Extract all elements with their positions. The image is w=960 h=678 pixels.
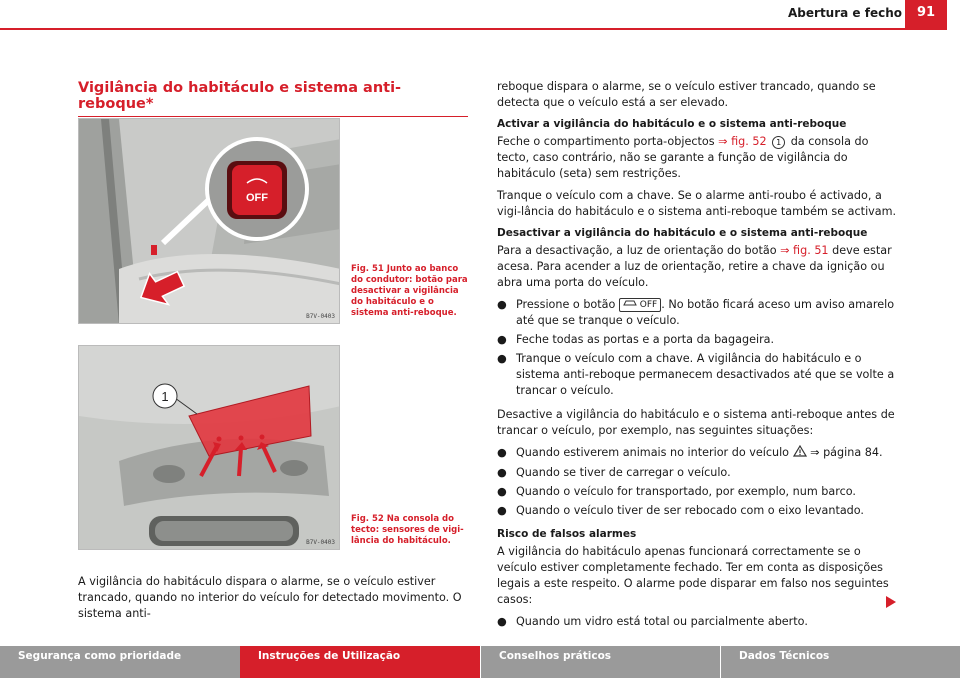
header-rule (0, 28, 912, 30)
paragraph: Desactive a vigilância do habitáculo e o sistema anti-reboque antes de trancar o veículo, por exemplo, nas seguintes situações: (497, 408, 895, 437)
figure-51-link[interactable]: ⇒ fig. 51 (780, 244, 829, 257)
bullet-icon: ● (497, 615, 507, 628)
bullet-item (497, 351, 897, 399)
text-run: Pressione o botão (516, 298, 619, 311)
paragraph: Tranque o veículo com a chave. Se o alarme anti-roubo é activado, a vigi-lância do habitáculo e o sistema anti-reboque também se activam. (497, 189, 897, 218)
text-run: Quando o veículo tiver de ser rebocado com o eixo levantado. (516, 504, 864, 517)
text-run: deve estar acesa. Para acender a luz de orientação, retire a chave da ignição ou abra uma porta do veículo. (497, 244, 892, 289)
seat-button-illustration (79, 119, 340, 324)
text-run: Quando se tiver de carregar o veículo. (516, 466, 731, 479)
car-icon (623, 299, 637, 307)
text-run: Tranque o veículo com a chave. A vigilância do habitáculo e o sistema anti-reboque permanecem desactivados até que se volte a trancar o veículo. (516, 352, 895, 397)
bullet-item (497, 332, 897, 348)
figure-51-caption: Fig. 51 Junto ao banco do condutor: botão para desactivar a vigilância do habitáculo e o sistema anti-reboque. (351, 264, 468, 318)
heading-false-alarms: Risco de falsos alarmes (497, 528, 637, 540)
paragraph (497, 243, 897, 291)
continue-arrow-icon[interactable] (886, 596, 896, 608)
text-run: Quando o veículo for transportado, por exemplo, num barco. (516, 485, 856, 498)
right-column (497, 79, 897, 633)
off-label: OFF (639, 300, 658, 310)
warning-icon (793, 445, 807, 462)
figure-code: B7V-0403 (306, 539, 335, 546)
bullet-icon: ● (497, 333, 507, 346)
bullet-item (497, 445, 897, 462)
figure-52-link[interactable]: ⇒ fig. 52 (718, 135, 767, 148)
heading-activate: Activar a vigilância do habitáculo e o sistema anti-reboque (497, 118, 847, 130)
text-run: Quando um vidro está total ou parcialmente aberto. (516, 615, 808, 628)
figure-51 (78, 118, 340, 324)
text-run: Feche todas as portas e a porta da bagageira. (516, 333, 775, 346)
tab-instrucoes[interactable]: Instruções de Utilização (240, 646, 480, 678)
bullet-item (497, 484, 897, 500)
callout-1-label: 1 (161, 389, 169, 404)
text-run: Para a desactivação, a luz de orientação do botão (497, 244, 781, 257)
page-number: 91 (905, 0, 947, 30)
roof-console-illustration (79, 346, 340, 550)
heading-deactivate: Desactivar a vigilância do habitáculo e o sistema anti-reboque (497, 227, 868, 239)
figure-52-caption: Fig. 52 Na consola do tecto: sensores de vigi-lância do habitáculo. (351, 514, 464, 546)
bullet-item (497, 297, 897, 329)
paragraph: A vigilância do habitáculo apenas funcionará correctamente se o veículo estiver completamente fechado. Ter em conta as disposições legais a este respeito. O alarme pode disparar em falso nos seguintes casos: (497, 545, 889, 606)
text-run: . No botão ficará aceso um aviso amarelo até que se tranque o veículo. (516, 298, 895, 327)
page-header-title: Abertura e fecho (788, 6, 902, 20)
bullet-icon: ● (497, 298, 507, 311)
off-button-inline (619, 298, 661, 312)
bullet-icon: ● (497, 446, 507, 459)
off-button-label: OFF (246, 192, 268, 204)
bullet-icon: ● (497, 466, 507, 479)
tab-conselhos[interactable]: Conselhos práticos (480, 646, 720, 678)
section-title: Vigilância do habitáculo e sistema anti-reboque* (78, 80, 468, 117)
text-run: Feche o compartimento porta-objectos (497, 135, 719, 148)
left-body-text: A vigilância do habitáculo dispara o alarme, se o veículo estiver trancado, quando no interior do veículo for detectado movimento. O sistema anti- (78, 575, 462, 620)
bullet-item (497, 503, 897, 519)
figure-code: B7V-0403 (306, 313, 335, 320)
page-84-link[interactable]: ⇒ página 84. (806, 446, 883, 459)
tab-seguranca[interactable]: Segurança como prioridade (0, 646, 240, 678)
bullet-icon: ● (497, 352, 507, 365)
bullet-icon: ● (497, 504, 507, 517)
bullet-item (497, 614, 897, 630)
footer-nav (0, 646, 960, 678)
paragraph (497, 134, 897, 182)
bullet-icon: ● (497, 485, 507, 498)
bullet-item (497, 465, 897, 481)
figure-52 (78, 345, 340, 550)
callout-1-ref: 1 (772, 136, 785, 149)
text-run: da consola do tecto, caso contrário, não se garante a função de vigilância do habitáculo (seta) sem restrições. (497, 135, 869, 180)
text-run: Quando estiverem animais no interior do veículo (516, 446, 793, 459)
tab-dados-tecnicos[interactable]: Dados Técnicos (720, 646, 960, 678)
paragraph: reboque dispara o alarme, se o veículo estiver trancado, quando se detecta que o veículo está a ser elevado. (497, 80, 876, 109)
